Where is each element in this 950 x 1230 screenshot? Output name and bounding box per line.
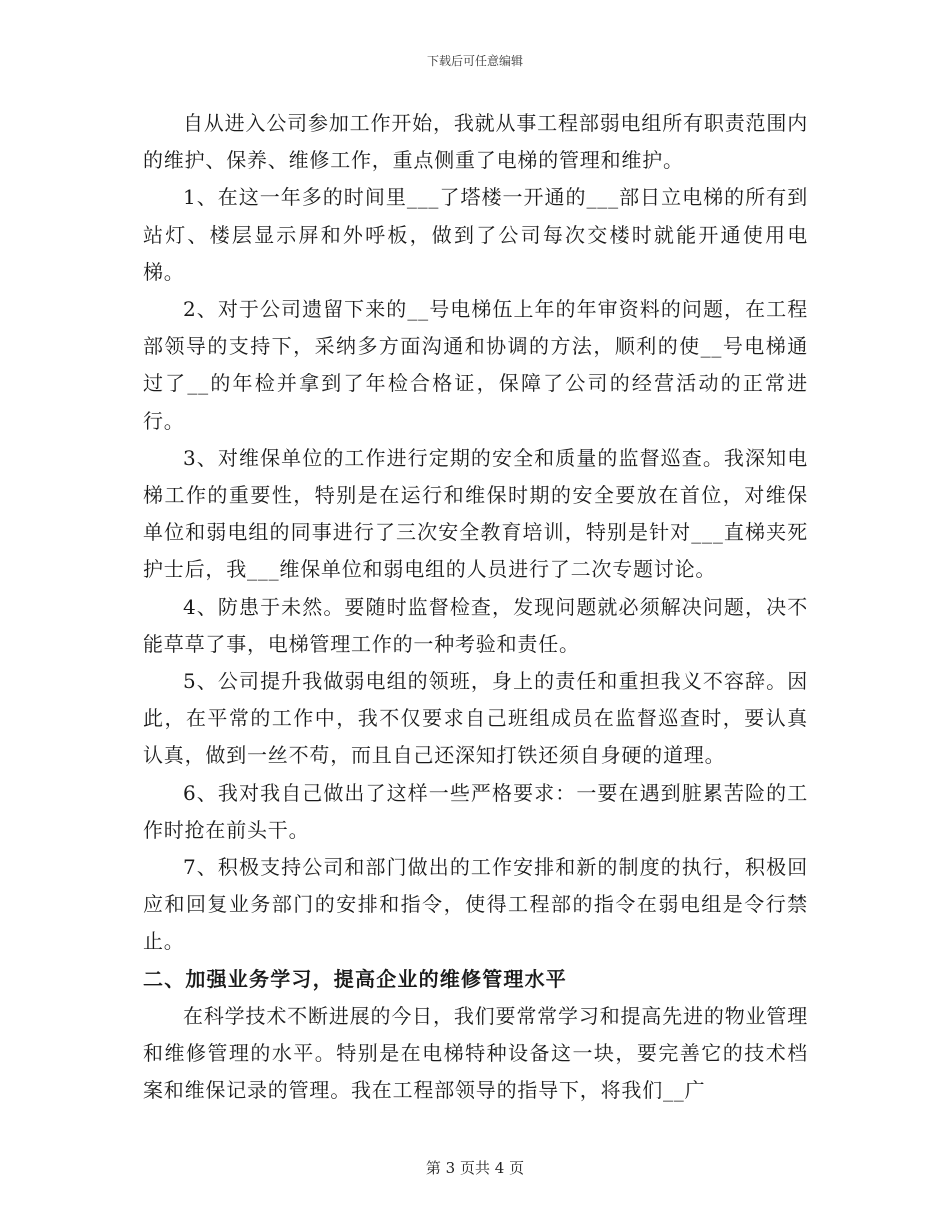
page-footer: 第 3 页共 4 页 bbox=[425, 1159, 525, 1177]
paragraph-item-3: 3、对维保单位的工作进行定期的安全和质量的监督巡查。我深知电梯工作的重要性，特别是在运行和维保时期的安全要放在首位，对维保单位和弱电组的同事进行了三次安全教育培训，特别是针对___直梯夹死护士后，我___维保单位和弱电组的人员进行了二次专题讨论。 bbox=[143, 445, 808, 582]
paragraph-item-4: 4、防患于未然。要随时监督检查，发现问题就必须解决问题，决不能草草了事，电梯管理工作的一种考验和责任。 bbox=[143, 594, 808, 656]
paragraph-item-1: 1、在这一年多的时间里___了塔楼一开通的___部日立电梯的所有到站灯、楼层显示屏和外呼板，做到了公司每次交楼时就能开通使用电梯。 bbox=[143, 185, 808, 284]
document-body bbox=[143, 105, 808, 1109]
paragraph-item-6: 6、我对我自己做出了这样一些严格要求：一要在遇到脏累苦险的工作时抢在前头干。 bbox=[143, 780, 808, 842]
paragraph-item-2: 2、对于公司遗留下来的__号电梯伍上年的年审资料的问题，在工程部领导的支持下，采纳多方面沟通和协调的方法，顺利的使__号电梯通过了__的年检并拿到了年检合格证，保障了公司的经营活动的正常进行。 bbox=[143, 297, 808, 433]
paragraph-section-2: 在科学技术不断进展的今日，我们要常常学习和提高先进的物业管理和维修管理的水平。特别是在电梯特种设备这一块，要完善它的技术档案和维保记录的管理。我在工程部领导的指导下，将我们__广 bbox=[143, 1003, 808, 1103]
paragraph-item-7: 7、积极支持公司和部门做出的工作安排和新的制度的执行，积极回应和回复业务部门的安排和指令，使得工程部的指令在弱电组是令行禁止。 bbox=[143, 855, 808, 954]
paragraph-item-5: 5、公司提升我做弱电组的领班，身上的责任和重担我义不容辞。因此，在平常的工作中，我不仅要求自己班组成员在监督巡查时，要认真认真，做到一丝不苟，而且自己还深知打铁还须自身硬的道理。 bbox=[143, 669, 808, 768]
page-header: 下载后可任意编辑 bbox=[426, 54, 523, 68]
paragraph-intro: 自从进入公司参加工作开始，我就从事工程部弱电组所有职责范围内的维护、保养、维修工作，重点侧重了电梯的管理和维护。 bbox=[143, 111, 808, 173]
section-heading: 二、加强业务学习，提高企业的维修管理水平 bbox=[143, 966, 567, 991]
